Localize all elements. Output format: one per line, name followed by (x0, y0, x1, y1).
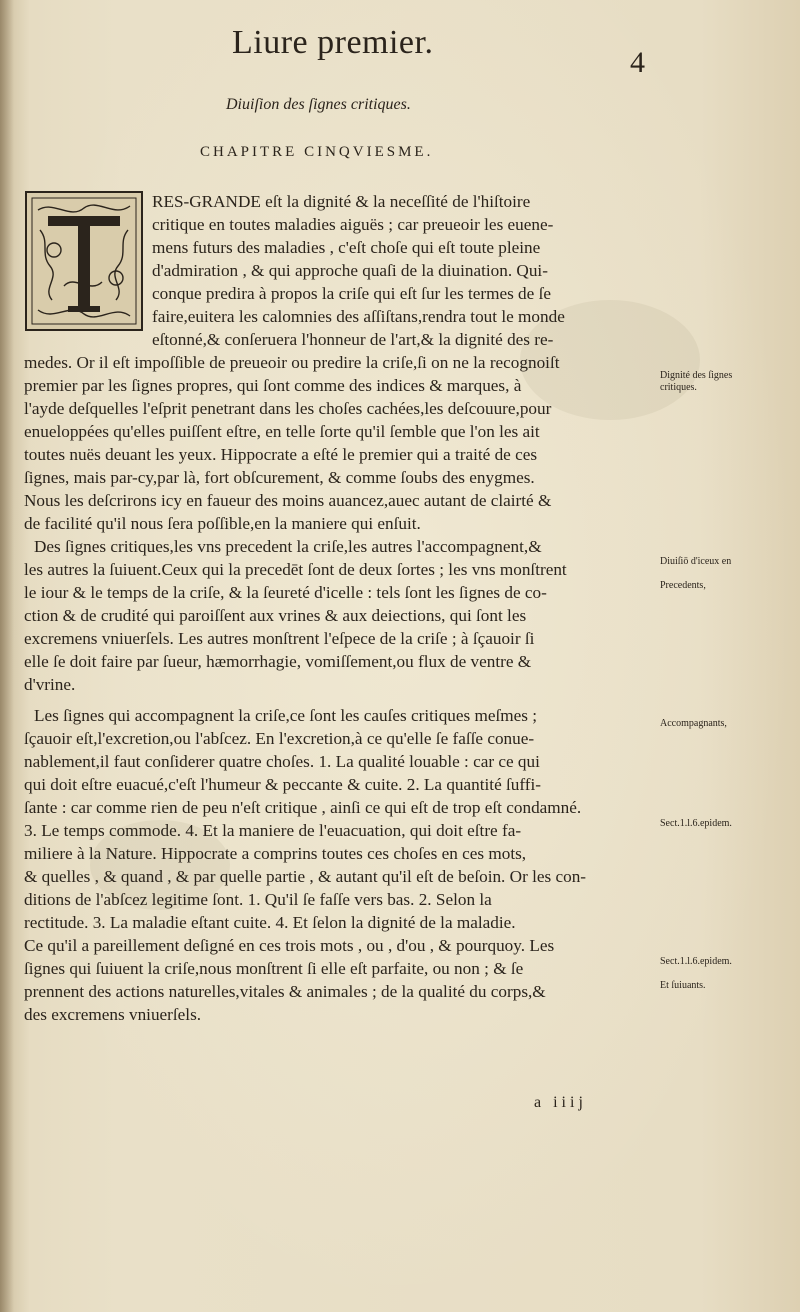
running-head: Liure premier. (232, 24, 434, 61)
body-line: de facilité qu'il nous ſera poſſible,en la maniere qui enſuit. (24, 514, 421, 533)
ornamental-initial-t (24, 190, 144, 332)
body-line: les autres la ſuiuent.Ceux qui la precedēt ſont de deux ſortes ; les vns monſtrent (24, 560, 567, 579)
body-line: & quelles , & quand , & par quelle partie , & autant qu'il eſt de beſoin. Or les con- (24, 867, 587, 886)
body-line: ſignes, mais par-cy,par là, fort obſcurement, & comme ſoubs des enygmes. (24, 468, 535, 487)
margin-note: Precedents, (660, 580, 706, 591)
chapter-title: CHAPITRE CINQVIESME. (200, 144, 434, 160)
body-line: premier par les ſignes propres, qui ſont comme des indices & marques, à (24, 376, 522, 395)
body-line: critique en toutes maladies aiguës ; car preueoir les euene- (152, 215, 554, 234)
body-line: elle ſe doit faire par ſueur, hæmorrhagie, vomiſſement,ou flux de ventre & (24, 652, 532, 671)
margin-note: Sect.1.l.6.epidem. (660, 956, 732, 967)
body-line: medes. Or il eſt impoſſible de preueoir ou predire la criſe,ſi on ne la recognoiſt (24, 353, 560, 372)
page-number: 4 (630, 46, 645, 79)
body-line: excremens vniuerſels. Les autres monſtrent l'eſpece de la criſe ; à ſçauoir ſi (24, 629, 535, 648)
body-line: faire,euitera les calomnies des aſſiſtans,rendra tout le monde (152, 307, 565, 326)
body-line: toutes nuës deuant les yeux. Hippocrate a eſté le premier qui a traité de ces (24, 445, 538, 464)
section-title: Diuiſion des ſignes critiques. (226, 96, 411, 113)
body-line: ſçauoir eſt,l'excretion,ou l'abſcez. En l'excretion,à ce qu'elle ſe faſſe conue- (24, 729, 535, 748)
body-line: rectitude. 3. La maladie eſtant cuite. 4. Et ſelon la dignité de la maladie. (24, 913, 516, 932)
margin-note: Accompagnants, (660, 718, 727, 729)
body-line: le iour & le temps de la criſe, & la ſeureté d'icelle : tels ſont les ſignes de co- (24, 583, 547, 602)
gutter-shadow (0, 0, 14, 1312)
body-line: Les ſignes qui accompagnent la criſe,ce ſont les cauſes critiques meſmes ; (34, 706, 538, 725)
body-line: d'vrine. (24, 675, 76, 694)
margin-note: Diuiſiō d'iceux en (660, 556, 732, 567)
margin-note: critiques. (660, 382, 697, 393)
body-line: miliere à la Nature. Hippocrate a comprins toutes ces choſes en ces mots, (24, 844, 527, 863)
body-line: ction & de crudité qui paroiſſent aux vrines & aux deiections, qui ſont les (24, 606, 527, 625)
body-line: eſtonné,& conſeruera l'honneur de l'art,& la dignité des re- (152, 330, 554, 349)
body-line: Des ſignes critiques,les vns precedent la criſe,les autres l'accompagnent,& (34, 537, 542, 556)
body-line: ſante : car comme rien de peu n'eſt critique , ainſi ce qui eſt de trop eſt condamné. (24, 798, 582, 817)
body-line: des excremens vniuerſels. (24, 1005, 202, 1024)
body-line: prennent des actions naturelles,vitales & animales ; de la qualité du corps,& (24, 982, 546, 1001)
body-line: conque predira à propos la criſe qui eſt ſur les termes de ſe (152, 284, 551, 303)
signature-mark: a iiij (534, 1094, 587, 1111)
body-line: d'admiration , & qui approche quaſi de la diuination. Qui- (152, 261, 548, 280)
body-line: l'ayde deſquelles l'eſprit penetrant dans les choſes cachées,les deſcouure,pour (24, 399, 552, 418)
margin-note: Et ſuiuants. (660, 980, 706, 991)
margin-note: Dignité des ſignes (660, 370, 733, 381)
body-line: 3. Le temps commode. 4. Et la maniere de l'euacuation, qui doit eſtre fa- (24, 821, 522, 840)
body-line: Nous les deſcrirons icy en faueur des moins auancez,auec autant de clairté & (24, 491, 552, 510)
body-line: qui doit eſtre euacué,c'eſt l'humeur & peccante & cuite. 2. La quantité ſuffi- (24, 775, 542, 794)
body-line: ſignes qui ſuiuent la criſe,nous monſtrent ſi elle eſt parfaite, ou non ; & ſe (24, 959, 524, 978)
body-line: ditions de l'abſcez legitime ſont. 1. Qu'il ſe faſſe vers bas. 2. Selon la (24, 890, 492, 909)
body-line: enueloppées qu'elles puiſſent eſtre, en telle ſorte qu'il ſemble que l'on les ait (24, 422, 540, 441)
body-line: RES-GRANDE eſt la dignité & la neceſſité de l'hiſtoire (152, 192, 531, 211)
body-line: mens futurs des maladies , c'eſt choſe qui eſt toute pleine (152, 238, 541, 257)
body-line: nablement,il faut conſiderer quatre choſes. 1. La qualité louable : car ce qui (24, 752, 540, 771)
body-line: Ce qu'il a pareillement deſigné en ces trois mots , ou , d'ou , & pourquoy. Les (24, 936, 555, 955)
margin-note: Sect.1.l.6.epidem. (660, 818, 732, 829)
